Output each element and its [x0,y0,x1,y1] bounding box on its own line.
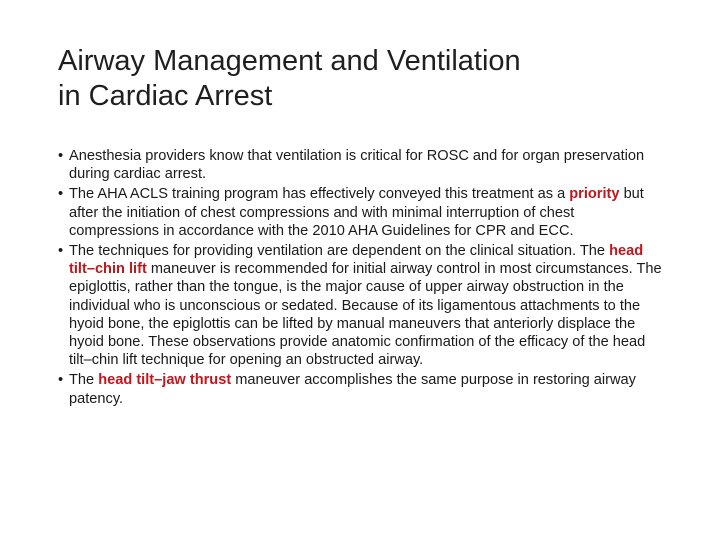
bullet-text: The [69,372,99,389]
bullet-text-continued: maneuver accomplishes the same purpose in restoring airway patency. [69,372,636,407]
bullet-marker: • [58,372,64,389]
bullet-marker: • [58,148,64,164]
bullet-marker: • [58,243,64,260]
bullet-item-jaw-thrust [58,371,668,407]
highlight-priority: priority [569,186,620,203]
highlight-head-tilt-jaw-thrust: head tilt–jaw thrust [98,372,232,389]
bullet-list [58,147,668,410]
bullet-marker: • [58,186,64,203]
highlight-head-tilt-chin-lift: head tilt–chin lift [69,243,644,278]
bullet-text: The AHA ACLS training program has effectively conveyed this treatment as a [69,186,570,203]
bullet-text: Anesthesia providers know that ventilation is critical for ROSC and for organ preservation during cardiac arrest. [69,148,645,183]
bullet-text-continued: but after the initiation of chest compressions and with minimal interruption of chest compressions in accordance with the 2010 AHA Guidelines for CPR and ECC. [69,186,644,239]
slide-title [58,44,658,114]
bullet-text: The techniques for providing ventilation are dependent on the clinical situation. The [69,243,610,260]
slide-title-line-2: in Cardiac Arrest [58,80,273,112]
bullet-item-acls-priority [58,185,668,240]
bullet-item-ventilation-critical [58,147,668,183]
bullet-text-continued: maneuver is recommended for initial airway control in most circumstances. The epiglottis, rather than the tongue, is the major cause of upper airway obstruction in the individual who is unconscious or sedated. Because of its ligamentous attachments to the hyoid bone, the epiglottis can be lifted by manual maneuvers that anteriorly displace the hyoid bone. These observations provide anatomic confirmation of the efficacy of the head tilt–chin lift technique for opening an obstructed airway. [69,261,662,369]
bullet-item-techniques [58,242,668,369]
slide-title-line-1: Airway Management and Ventilation [58,45,521,77]
